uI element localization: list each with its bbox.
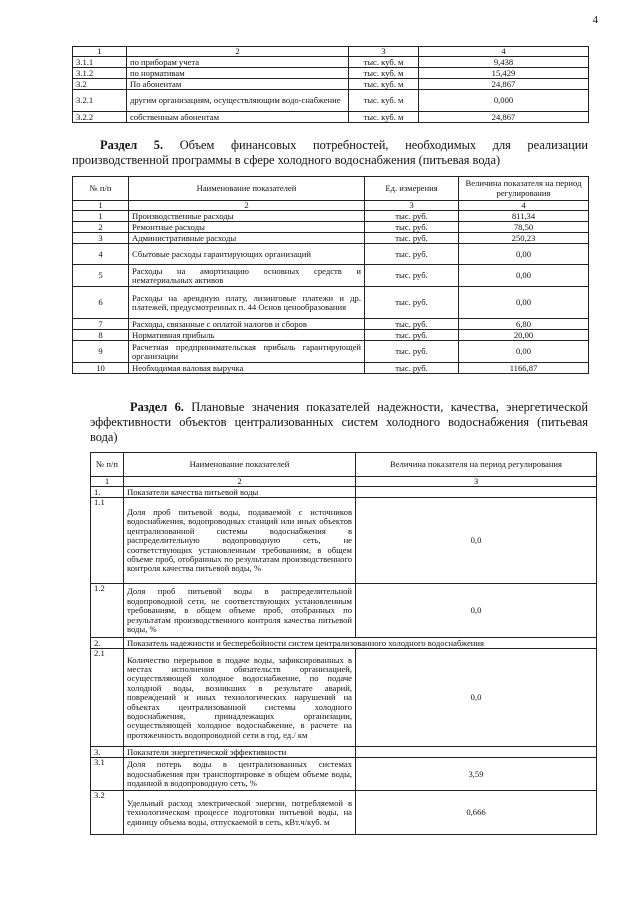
page-number: 4 — [592, 14, 598, 26]
table-number-row — [91, 477, 597, 487]
row-label: Расходы, связанные с оплатой налогов и сборов — [129, 319, 365, 330]
table-row — [73, 68, 589, 79]
row-number: 1 — [73, 211, 129, 222]
row-number: 2. — [91, 638, 124, 649]
row-number: 2.1 — [91, 649, 124, 747]
row-label: Сбытовые расходы гарантирующих организаций — [129, 244, 365, 265]
row-label: Необходимая валовая выручка — [129, 363, 365, 374]
header-cell: 1 — [73, 47, 127, 57]
header-cell: 4 — [419, 47, 589, 57]
row-label: другим организациям, осуществляющим водо-снабжение — [127, 90, 349, 112]
table-row — [91, 584, 597, 638]
section6-label: Раздел 6. — [130, 400, 184, 414]
number-cell: 1 — [73, 201, 129, 211]
table-header-row — [73, 177, 589, 201]
row-value: 1166,87 — [459, 363, 589, 374]
table-header-row — [73, 47, 589, 57]
section5-label: Раздел 5. — [100, 138, 164, 152]
row-number: 1.1 — [91, 498, 124, 584]
row-value: 0,0 — [356, 649, 597, 747]
table-row — [73, 112, 589, 123]
row-value: 0,666 — [356, 791, 597, 835]
row-value: 6,80 — [459, 319, 589, 330]
row-value: 250,23 — [459, 233, 589, 244]
row-number: 5 — [73, 265, 129, 287]
number-cell: 3 — [365, 201, 459, 211]
number-cell: 1 — [91, 477, 124, 487]
row-label: По абонентам — [127, 79, 349, 90]
section6-heading — [90, 400, 588, 445]
row-value: 24,867 — [419, 79, 589, 90]
number-cell: 2 — [124, 477, 356, 487]
table-row — [73, 287, 589, 319]
row-unit: тыс. руб. — [365, 244, 459, 265]
row-value: 0,0 — [356, 498, 597, 584]
table-number-row — [73, 201, 589, 211]
table-row — [73, 265, 589, 287]
section5-heading — [72, 138, 588, 168]
section5-title: Объем финансовых потребностей, необходимых для реализации производственной программы в сфере холодного водоснабжения (питьевая вода) — [72, 138, 588, 167]
row-number: 3.2.1 — [73, 90, 127, 112]
row-unit: тыс. руб. — [365, 211, 459, 222]
row-number: 3 — [73, 233, 129, 244]
row-label: Количество перерывов в подаче воды, зафиксированных в местах исполнения обязательств организацией, осуществляющей холодное водоснабжение, по подаче холодной воды, возникших в результате аварий, повреждений и иных технологических нарушений на объектах централизованной системы холодного водоснабжения, принадлежащих организации, осуществляющей холодное водоснабжение, в расчете на протяженность водопроводной сети в год, ед./ км — [124, 649, 356, 747]
row-value: 15,429 — [419, 68, 589, 79]
row-label: Показатели качества питьевой воды — [124, 487, 356, 498]
row-label: Доля потерь воды в централизованных системах водоснабжения при транспортировке в общем объеме воды, поданной в водопроводную сеть, % — [124, 758, 356, 791]
table-row — [91, 758, 597, 791]
row-value: 20,00 — [459, 330, 589, 341]
row-number: 2 — [73, 222, 129, 233]
row-value: 0,0 — [356, 584, 597, 638]
row-value: 811,34 — [459, 211, 589, 222]
row-number: 9 — [73, 341, 129, 363]
row-label: Производственные расходы — [129, 211, 365, 222]
table-section-row — [91, 487, 597, 498]
header-cell: Ед. измерения — [365, 177, 459, 201]
row-label: Административные расходы — [129, 233, 365, 244]
table-row — [73, 90, 589, 112]
section6-title: Плановые значения показателей надежности, качества, энергетической эффективности объектов централизованных систем холодного водоснабжения (питьевая вода) — [90, 400, 588, 444]
table-row — [91, 649, 597, 747]
number-cell: 4 — [459, 201, 589, 211]
row-unit: тыс. руб. — [365, 319, 459, 330]
row-label: Доля проб питьевой воды, подаваемой с источников водоснабжения, водопроводных станций или иных объектов централизованной системы водоснабжения в распределительную водопроводную сеть, не соответствующих установленным требованиям, в общем объеме проб, отобранных по результатам производственного контроля качества питьевой воды, % — [124, 498, 356, 584]
row-label: Ремонтные расходы — [129, 222, 365, 233]
number-cell: 2 — [129, 201, 365, 211]
row-number: 10 — [73, 363, 129, 374]
row-unit: тыс. куб. м — [349, 68, 419, 79]
row-unit: тыс. руб. — [365, 265, 459, 287]
row-number: 1.2 — [91, 584, 124, 638]
table-row — [73, 244, 589, 265]
row-number: 6 — [73, 287, 129, 319]
table-row — [91, 498, 597, 584]
header-cell: Наименование показателей — [124, 453, 356, 477]
header-cell: 2 — [127, 47, 349, 57]
row-label: Удельный расход электрической энергии, потребляемой в технологическом процессе подготовки питьевой воды, на единицу объема воды, отпускаемой в сеть, кВт.ч/куб. м — [124, 791, 356, 835]
row-number: 3.1.2 — [73, 68, 127, 79]
row-label: Расчетная предпринимательская прибыль гарантирующей организации — [129, 341, 365, 363]
row-number: 3.2.2 — [73, 112, 127, 123]
row-number: 3.1 — [91, 758, 124, 791]
table-row — [91, 791, 597, 835]
header-cell: № п/п — [91, 453, 124, 477]
table-section-row — [91, 638, 597, 649]
number-cell: 3 — [356, 477, 597, 487]
row-label: по нормативам — [127, 68, 349, 79]
row-label: Расходы на арендную плату, лизинговые платежи и др. платежей, предусмотренных п. 44 Основ ценообразования — [129, 287, 365, 319]
row-number: 4 — [73, 244, 129, 265]
row-value: 0,00 — [459, 287, 589, 319]
row-value: 0,000 — [419, 90, 589, 112]
table-row — [73, 79, 589, 90]
row-value — [356, 487, 597, 498]
row-unit: тыс. руб. — [365, 330, 459, 341]
row-label: Доля проб питьевой воды в распределительной водопроводной сети, не соответствующих установленным требованиям, в общем объеме проб, отобранных по результатам производственного контроля качества питьевой воды, % — [124, 584, 356, 638]
table-financial-needs — [72, 176, 589, 374]
row-unit: тыс. куб. м — [349, 57, 419, 68]
row-unit: тыс. руб. — [365, 233, 459, 244]
row-label: по приборам учета — [127, 57, 349, 68]
row-value: 9,438 — [419, 57, 589, 68]
header-cell: Величина показателя на период регулирования — [459, 177, 589, 201]
row-number: 1. — [91, 487, 124, 498]
table-row — [73, 222, 589, 233]
table-indicators — [90, 452, 597, 835]
table-row — [73, 363, 589, 374]
table-section-row — [91, 747, 597, 758]
row-number: 3.2 — [73, 79, 127, 90]
table-row — [73, 233, 589, 244]
row-unit: тыс. руб. — [365, 287, 459, 319]
header-cell: № п/п — [73, 177, 129, 201]
row-unit: тыс. куб. м — [349, 90, 419, 112]
table-row — [73, 211, 589, 222]
row-number: 7 — [73, 319, 129, 330]
row-label: Показатели энергетической эффективности — [124, 747, 356, 758]
row-unit: тыс. куб. м — [349, 112, 419, 123]
row-unit: тыс. руб. — [365, 363, 459, 374]
header-cell: Наименование показателей — [129, 177, 365, 201]
row-number: 3.1.1 — [73, 57, 127, 68]
table-row — [73, 341, 589, 363]
row-label: Расходы на амортизацию основных средств и нематериальных активов — [129, 265, 365, 287]
header-cell: Величина показателя на период регулирования — [356, 453, 597, 477]
row-unit: тыс. куб. м — [349, 79, 419, 90]
row-number: 3.2 — [91, 791, 124, 835]
row-value: 0,00 — [459, 244, 589, 265]
header-cell: 3 — [349, 47, 419, 57]
table-row — [73, 330, 589, 341]
table-row — [73, 57, 589, 68]
table-volumes — [72, 46, 589, 123]
row-value: 0,00 — [459, 341, 589, 363]
row-label: собственным абонентам — [127, 112, 349, 123]
row-value: 0,00 — [459, 265, 589, 287]
row-value — [356, 747, 597, 758]
row-label: Показатель надежности и бесперебойности систем централизованного холодного водоснабжения — [124, 638, 597, 649]
table-header-row — [91, 453, 597, 477]
row-unit: тыс. руб. — [365, 341, 459, 363]
row-unit: тыс. руб. — [365, 222, 459, 233]
row-value: 3,59 — [356, 758, 597, 791]
row-number: 8 — [73, 330, 129, 341]
row-value: 78,50 — [459, 222, 589, 233]
row-number: 3. — [91, 747, 124, 758]
table-row — [73, 319, 589, 330]
row-label: Нормативная прибыль — [129, 330, 365, 341]
row-value: 24,867 — [419, 112, 589, 123]
